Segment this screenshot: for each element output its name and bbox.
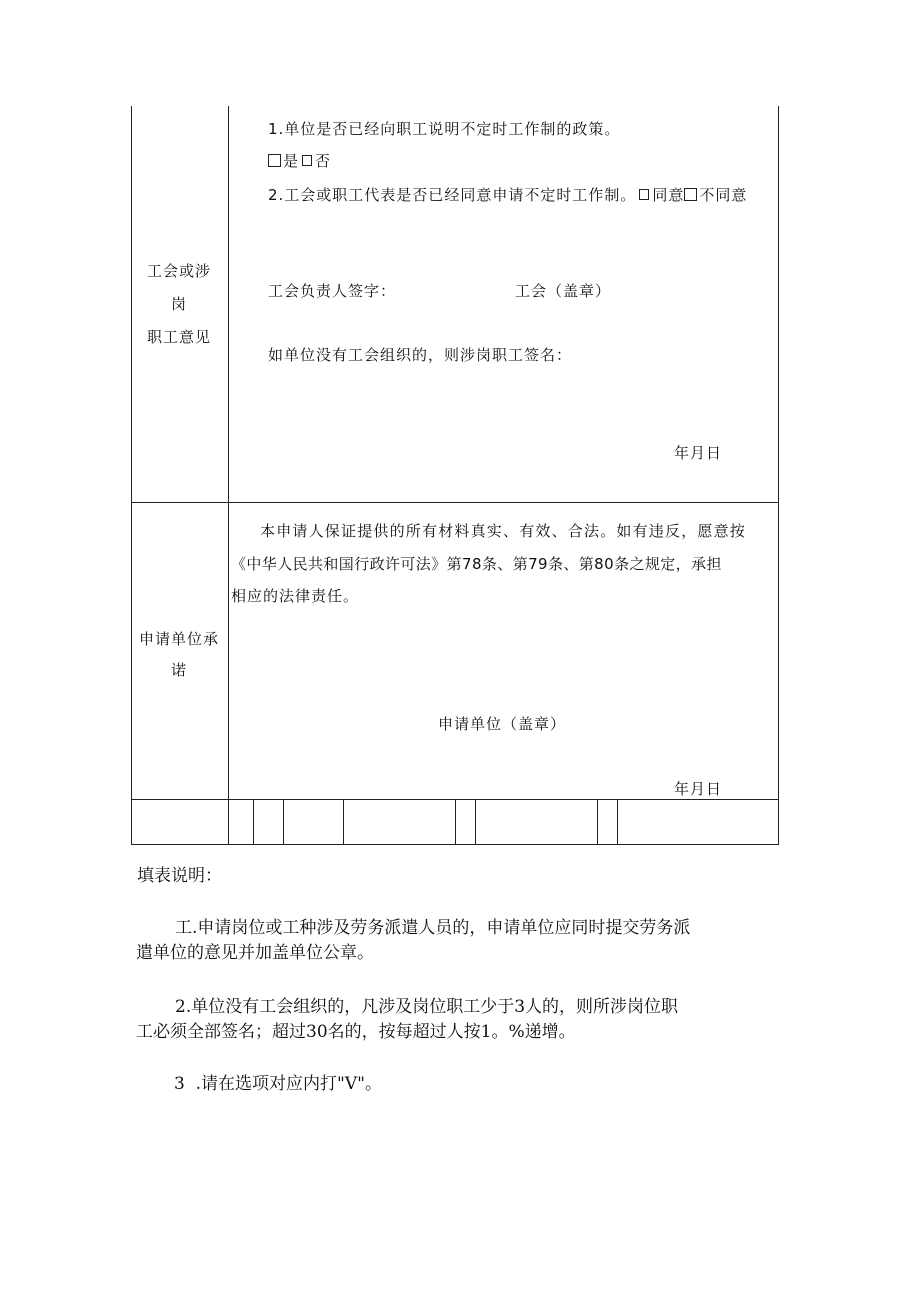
union-opinion-label [131, 255, 227, 354]
union-label-line1: 工会或涉 [146, 262, 211, 280]
union-label-line2: 岗 [170, 295, 187, 313]
employee-signature-prompt: 如单位没有工会组织的，则涉岗职工签名： [268, 346, 573, 364]
question-1: 1.单位是否已经向职工说明不定时工作制的政策。 [268, 120, 621, 138]
union-seal: 工会（盖章） [515, 282, 612, 300]
commitment-date: 年月日 [674, 780, 723, 798]
bottom-cell-divider [253, 799, 254, 845]
bottom-cell-divider [597, 799, 598, 845]
commitment-label-line2: 诺 [170, 661, 187, 679]
agree-label: 同意 [652, 186, 685, 204]
disagree-label: 不同意 [699, 186, 748, 204]
label-column-divider [228, 106, 229, 845]
bottom-cell-divider [475, 799, 476, 845]
table-left-border [131, 106, 132, 845]
row-divider [131, 502, 779, 503]
question-2-text: 2.工会或职工代表是否已经同意申请不定时工作制。 [268, 186, 637, 204]
yes-checkbox[interactable] [268, 154, 281, 167]
yes-label: 是 [283, 152, 300, 170]
table-right-border [778, 106, 779, 845]
note-3: 3 .请在选项对应内打"V"。 [174, 1074, 382, 1094]
commitment-line-1: 本申请人保证提供的所有材料真实、有效、合法。如有违反，愿意按 [260, 522, 747, 540]
commitment-label [131, 624, 227, 686]
bottom-cell-divider [617, 799, 618, 845]
bottom-cell-divider [455, 799, 456, 845]
note-2-line-2: 工必须全部签名；超过30名的，按每超过人按1。%递增。 [136, 1022, 576, 1042]
disagree-checkbox[interactable] [684, 188, 697, 201]
commitment-label-line1: 申请单位承 [138, 630, 219, 648]
notes-title: 填表说明： [137, 866, 222, 886]
union-date: 年月日 [674, 444, 723, 462]
question-2 [268, 184, 747, 205]
no-label: 否 [315, 152, 332, 170]
commitment-line-2: 《中华人民共和国行政许可法》第78条、第79条、第80条之规定，承担 [231, 555, 722, 573]
bottom-cell-divider [283, 799, 284, 845]
union-head-signature: 工会负责人签字： [268, 282, 397, 300]
note-1-line-2: 遣单位的意见并加盖单位公章。 [136, 943, 374, 963]
bottom-cell-divider [343, 799, 344, 845]
no-checkbox[interactable] [302, 155, 312, 166]
agree-checkbox[interactable] [639, 189, 649, 200]
commitment-line-3: 相应的法律责任。 [231, 587, 360, 605]
note-2-line-1: 2.单位没有工会组织的，凡涉及岗位职工少于3人的，则所涉岗位职 [175, 997, 679, 1017]
applicant-seal: 申请单位（盖章） [438, 715, 567, 733]
question-1-options [268, 150, 331, 171]
note-1-line-1: 工.申请岗位或工种涉及劳务派遣人员的，申请单位应同时提交劳务派 [175, 918, 691, 938]
union-label-line3: 职工意见 [146, 328, 211, 346]
